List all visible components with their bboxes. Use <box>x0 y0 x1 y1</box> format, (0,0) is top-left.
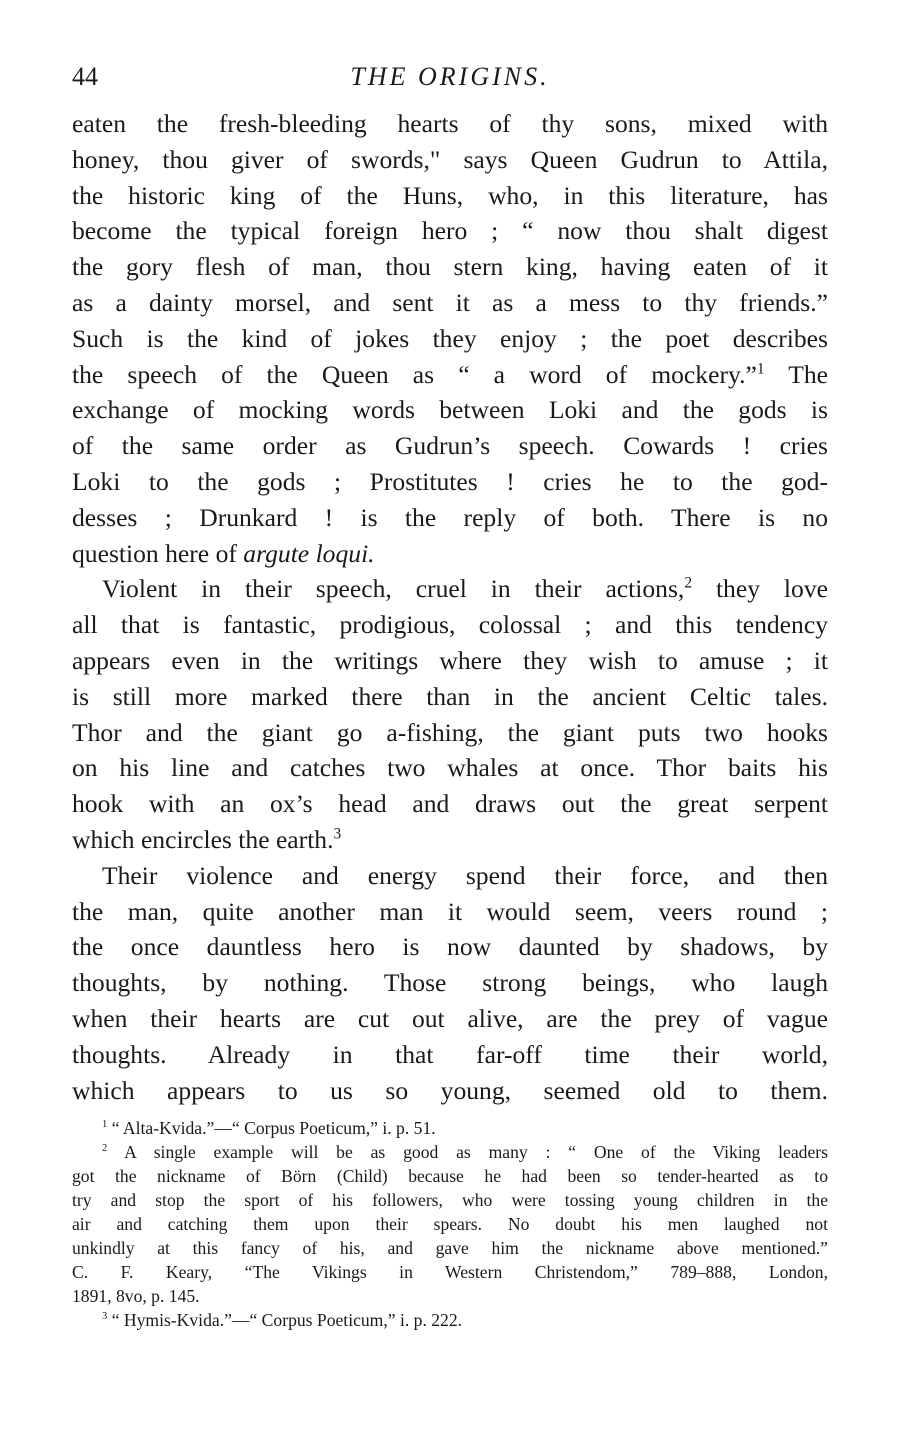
text-fragment: which encircles the earth. <box>72 824 334 854</box>
text-line <box>72 822 828 858</box>
text-line: thoughts, by nothing. Those strong beings, who laugh <box>72 968 828 998</box>
text-line: Loki to the gods ; Prostitutes ! cries he to the god- <box>72 466 828 496</box>
text-line: honey, thou giver of swords," says Queen Gudrun to Attila, <box>72 144 828 174</box>
text-line: which appears to us so young, seemed old to them. <box>72 1075 828 1105</box>
text-line: when their hearts are cut out alive, are the prey of vague <box>72 1003 828 1033</box>
text-line <box>72 536 828 572</box>
running-head <box>72 62 828 106</box>
text-line: hook with an ox’s head and draws out the great serpent <box>72 789 828 819</box>
footnote-line: unkindly at this fancy of his, and gave him the nickname above mentioned.” <box>72 1238 828 1259</box>
footnote-ref-3[interactable]: 3 <box>333 825 342 843</box>
text-line: eaten the fresh-bleeding hearts of thy sons, mixed with <box>72 109 828 138</box>
text-fragment: Violent in their speech, cruel in their actions, <box>102 574 685 604</box>
text-line: the gory flesh of man, thou stern king, having eaten of it <box>72 252 828 282</box>
footnote-line: try and stop the sport of his followers, who were tossing young children in the <box>72 1190 828 1211</box>
footnote-marker: 3 <box>102 1311 108 1323</box>
text-line: appears even in the writings where they wish to amuse ; it <box>72 645 828 675</box>
footnote-ref-2[interactable]: 2 <box>684 574 693 592</box>
text-line: the man, quite another man it would seem, veers round ; <box>72 896 828 926</box>
text-line: all that is fantastic, prodigious, colossal ; and this tendency <box>72 610 828 640</box>
text-line: exchange of mocking words between Loki and the gods is <box>72 395 828 425</box>
text-line: Their violence and energy spend their force, and then <box>102 860 828 890</box>
latin-phrase: argute loqui. <box>243 538 375 568</box>
text-line: thoughts. Already in that far-off time their world, <box>72 1039 828 1069</box>
footnote-1 <box>72 1116 828 1140</box>
text-line: on his line and catches two whales at once. Thor baits his <box>72 753 828 783</box>
text-line: the once dauntless hero is now daunted by shadows, by <box>72 932 828 962</box>
footnote-line <box>72 1140 828 1164</box>
footnote-line: C. F. Keary, “The Vikings in Western Christendom,” 789–888, London, <box>72 1262 828 1283</box>
footnote-text: A single example will be as good as many : “ One of the Viking leaders <box>124 1142 828 1163</box>
text-line: the historic king of the Huns, who, in this literature, has <box>72 180 828 210</box>
footnotes <box>72 1116 828 1332</box>
text-line: Thor and the giant go a-fishing, the giant puts two hooks <box>72 717 828 747</box>
footnote-line: 1891, 8vo, p. 145. <box>72 1286 200 1307</box>
text-line <box>72 571 828 607</box>
book-page <box>72 62 828 1332</box>
text-fragment: they love <box>692 574 828 604</box>
text-line: of the same order as Gudrun’s speech. Cowards ! cries <box>72 431 828 461</box>
paragraph-2 <box>72 571 828 857</box>
text-fragment: question here of <box>72 538 237 568</box>
text-fragment: the speech of the Queen as “ a word of mockery.” <box>72 359 757 389</box>
text-line: become the typical foreign hero ; “ now thou shalt digest <box>72 216 828 246</box>
footnote-3 <box>72 1308 828 1332</box>
footnote-marker: 2 <box>102 1143 108 1155</box>
text-fragment: The <box>788 359 828 389</box>
page-number: 44 <box>72 62 98 91</box>
paragraph-1 <box>72 106 828 571</box>
text-line <box>72 357 828 393</box>
footnote-marker: 1 <box>102 1119 108 1131</box>
footnote-2 <box>72 1140 828 1308</box>
text-line: Such is the kind of jokes they enjoy ; the poet describes <box>72 323 828 353</box>
footnote-text: “ Hymis-Kvida.”—“ Corpus Poeticum,” i. p. 222. <box>111 1310 463 1331</box>
text-line: is still more marked there than in the ancient Celtic tales. <box>72 681 828 711</box>
paragraph-3 <box>72 858 828 1109</box>
footnote-line: air and catching them upon their spears. No doubt his men laughed not <box>72 1214 828 1235</box>
footnote-line: got the nickname of Börn (Child) because he had been so tender-hearted as to <box>72 1166 828 1187</box>
footnote-ref-1[interactable]: 1 <box>756 360 765 378</box>
footnote-text: “ Alta-Kvida.”—“ Corpus Poeticum,” i. p. 51. <box>111 1118 436 1139</box>
text-line: desses ; Drunkard ! is the reply of both. There is no <box>72 502 828 532</box>
text-line: as a dainty morsel, and sent it as a mess to thy friends.” <box>72 287 828 317</box>
running-title: THE ORIGINS. <box>350 62 550 91</box>
